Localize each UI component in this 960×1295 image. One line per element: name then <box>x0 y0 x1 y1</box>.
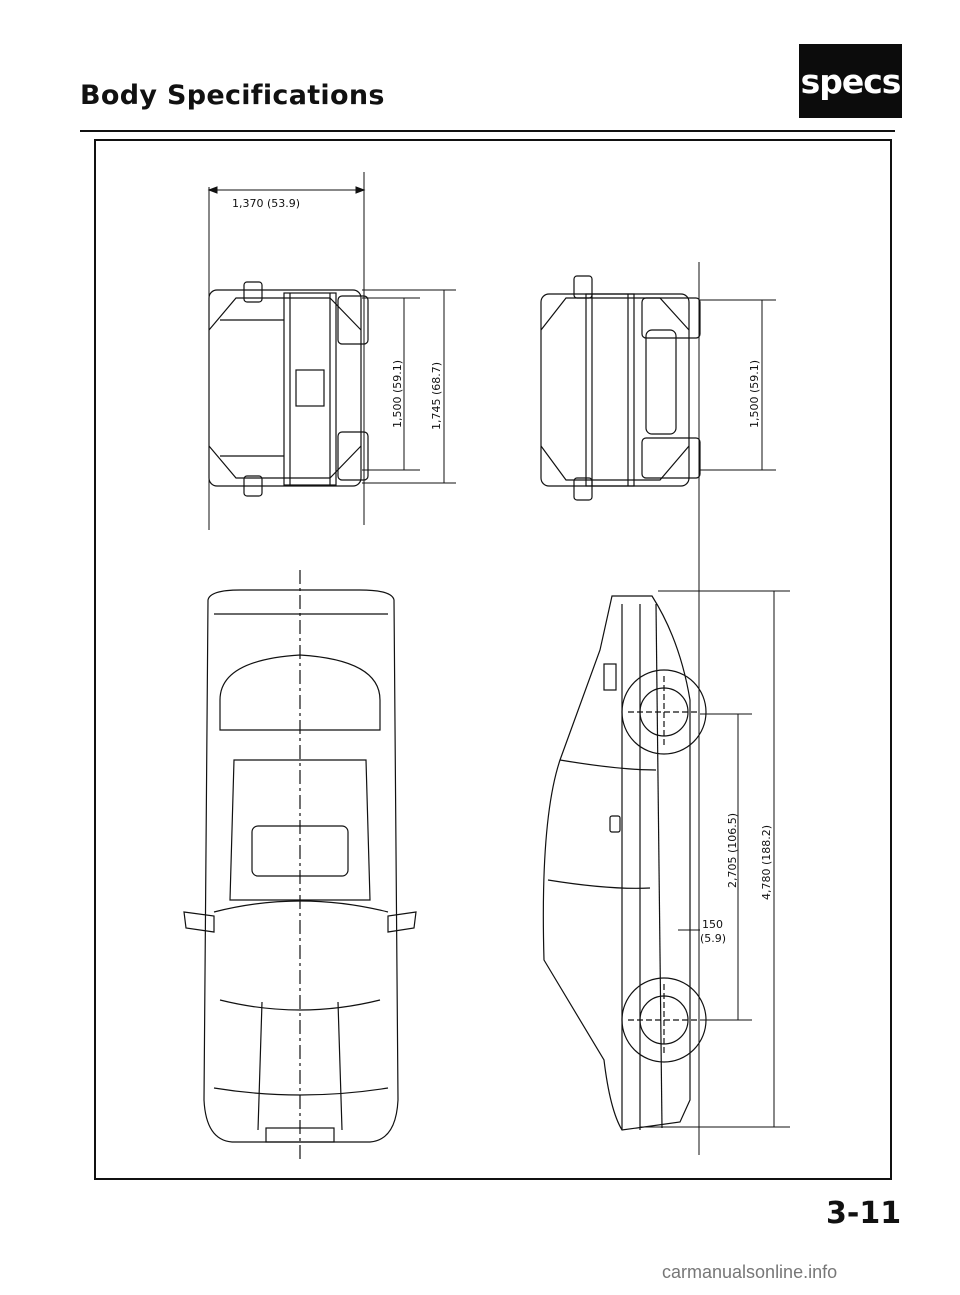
rear-height-label: 1,500 (59.1) <box>748 359 761 428</box>
page-number: 3-11 <box>826 1196 902 1231</box>
front-view-drawing <box>209 282 368 496</box>
ground-clearance-in-label: (5.9) <box>700 932 727 945</box>
specs-badge: specs <box>799 44 902 118</box>
top-view-drawing <box>184 570 416 1160</box>
front-width-label: 1,745 (68.7) <box>430 361 443 430</box>
ground-clearance-mm-label: 150 <box>702 918 723 931</box>
page-title: Body Specifications <box>80 80 385 111</box>
front-height-label: 1,500 (59.1) <box>391 359 404 428</box>
side-view-drawing <box>543 596 706 1130</box>
watermark-text: carmanualsonline.info <box>662 1262 838 1282</box>
overall-length-label: 4,780 (188.2) <box>760 824 773 900</box>
rear-view-drawing <box>541 276 700 500</box>
front-track-label: 1,370 (53.9) <box>232 197 301 210</box>
wheelbase-label: 2,705 (106.5) <box>726 812 739 888</box>
rear-view-dimension-lines <box>699 262 776 1155</box>
